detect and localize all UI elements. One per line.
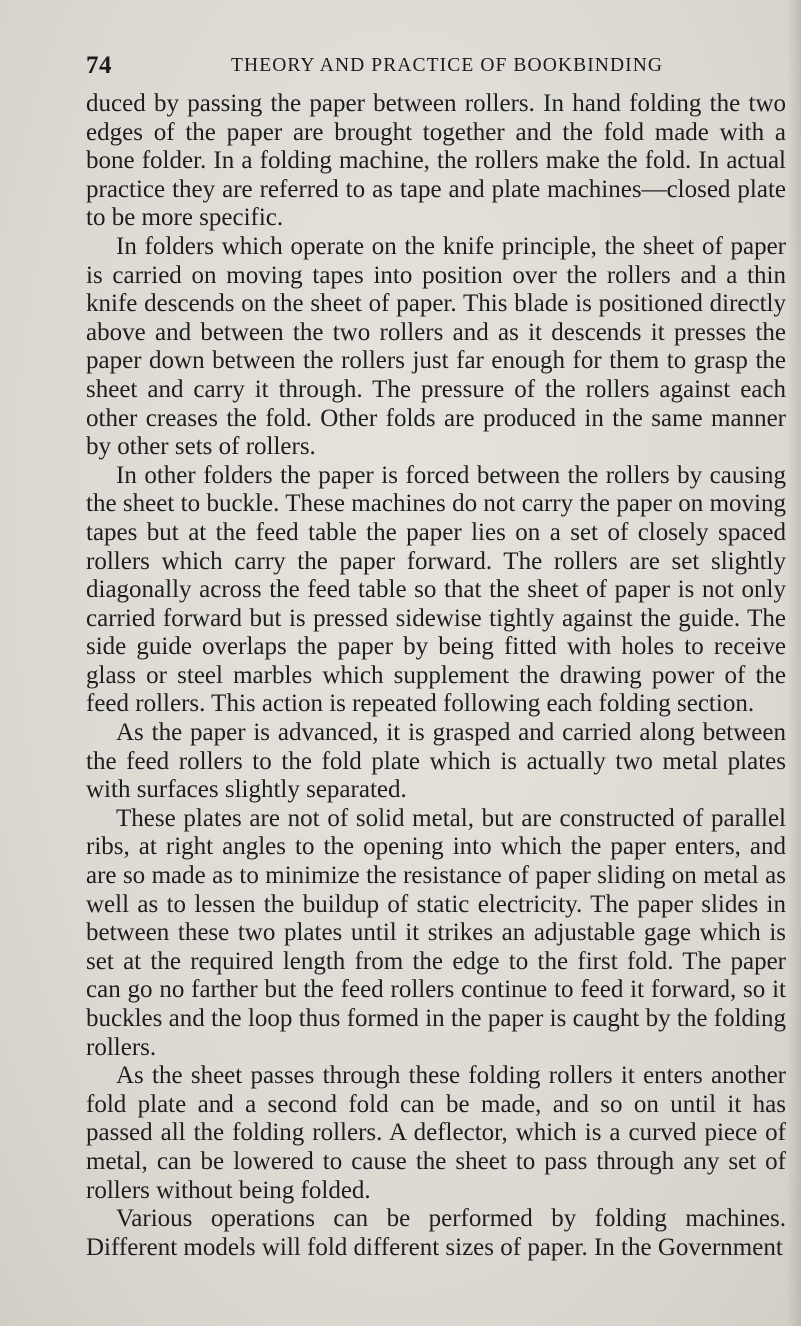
running-head: [86, 52, 786, 82]
paragraph: Various operations can be performed by folding machines. Different models will fold different sizes of paper. In the Government: [86, 1205, 786, 1261]
body-text: [86, 90, 786, 1262]
page-edge-shadow: [787, 0, 801, 1326]
paragraph: As the sheet passes through these folding rollers it enters another fold plate and a second fold can be made, and so on until it has passed all the folding rollers. A deflector, which is a curved piece of metal, can be lowered to cause the sheet to pass through any set of rollers without being folded.: [86, 1062, 786, 1204]
paragraph: In other folders the paper is forced between the rollers by causing the sheet to buckle. These machines do not carry the paper on moving tapes but at the feed table the paper lies on a set of closely spaced rollers which carry the paper forward. The rollers are set slightly diagonally across the feed table so that the sheet of paper is not only carried forward but is pressed sidewise tightly against the guide. The side guide overlaps the paper by being fitted with holes to receive glass or steel marbles which supplement the drawing power of the feed rollers. This action is repeated following each folding section.: [86, 461, 786, 718]
paragraph: As the paper is advanced, it is grasped and carried along between the feed rollers to the fold plate which is actually two metal plates with surfaces slightly separated.: [86, 719, 786, 804]
page-number: 74: [86, 52, 112, 79]
paragraph: In folders which operate on the knife principle, the sheet of paper is carried on moving tapes into position over the rollers and a thin knife descends on the sheet of paper. This blade is positioned directly above and between the two rollers and as it descends it presses the paper down between the rollers just far enough for them to grasp the sheet and carry it through. The pressure of the rollers against each other creases the fold. Other folds are produced in the same manner by other sets of rollers.: [86, 232, 786, 461]
paragraph: These plates are not of solid metal, but are constructed of parallel ribs, at right angles to the opening into which the paper enters, and are so made as to minimize the resistance of paper sliding on metal as well as to lessen the buildup of static electricity. The paper slides in between these two plates until it strikes an adjustable gage which is set at the required length from the edge to the first fold. The paper can go no farther but the feed rollers continue to feed it forward, so it buckles and the loop thus formed in the paper is caught by the folding rollers.: [86, 804, 786, 1061]
running-head-title: THEORY AND PRACTICE OF BOOKBINDING: [231, 55, 664, 76]
paragraph: duced by passing the paper between rollers. In hand folding the two edges of the paper are brought together and the fold made with a bone folder. In a folding machine, the rollers make the fold. In actual practice they are referred to as tape and plate machines—closed plate to be more specific.: [86, 90, 786, 232]
